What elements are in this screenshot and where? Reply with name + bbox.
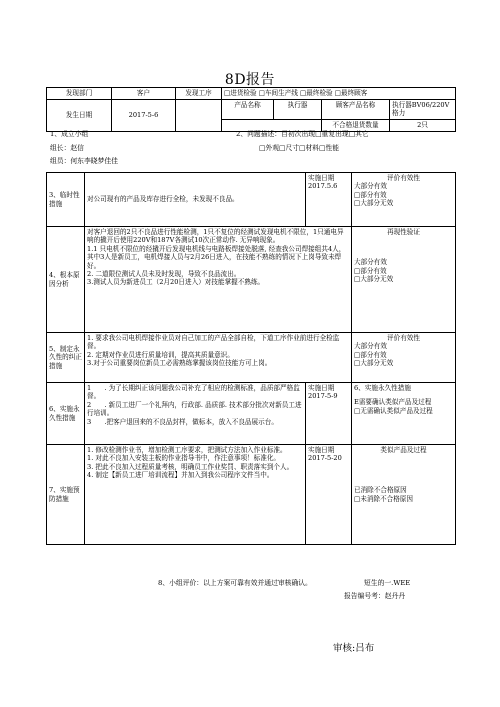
d4-line-1: 对客户退回的2只不良品进行性能检测，1只不复位的经测试发现电机不限位，1只通电异响的撬开后使用220V和187V各测试10次正常动作. 无异响现象。 bbox=[87, 228, 344, 245]
problem-opt-first[interactable]: 目初次出现 bbox=[281, 130, 316, 138]
problem-type-size[interactable]: □ 尺寸 bbox=[279, 144, 299, 152]
d7-date bbox=[306, 445, 352, 545]
process-label: 发现工序 bbox=[176, 88, 222, 100]
d6-line-1: 1 . 为了长期纠正该问题我公司补充了相应的检测标准，品质部严格监督。 bbox=[87, 384, 300, 401]
header-table bbox=[46, 87, 456, 132]
d3-eval bbox=[352, 173, 456, 227]
dept-value: 客户 bbox=[112, 88, 176, 100]
d4-line-3: 2. 二道限位测试人员未及时发现，导致不良品流出。 bbox=[87, 270, 241, 279]
d7-content bbox=[85, 445, 306, 545]
customer-product-value: 执行器BV06/220V格力 bbox=[390, 100, 456, 120]
date-value: 2017-5-6 bbox=[112, 100, 176, 132]
d6-perm-opt-1[interactable]: E需要确认类似产品及过程 bbox=[354, 398, 432, 407]
d3-label: 3、临时性措施 bbox=[47, 173, 85, 227]
dept-label: 发现部门 bbox=[47, 88, 112, 100]
problem-type-material[interactable]: □ 材料 bbox=[299, 144, 319, 152]
d4-label: 4、根本原因分析 bbox=[47, 227, 85, 333]
problem-desc-label: 2、问题描述： bbox=[236, 130, 282, 138]
d3-content: 对公司现有的产品及库存进行全检，未发现不良品。 bbox=[85, 173, 306, 227]
team-members: 组员：何东李晓梦佳佳 bbox=[50, 157, 118, 165]
report-number: 报告编号考：赵丹丹 bbox=[344, 592, 406, 600]
problem-type-options bbox=[259, 144, 339, 153]
d6-perm-opt-2[interactable]: □ 无需确认类似产品及过程 bbox=[354, 407, 453, 415]
process-option-workshop[interactable]: □ 车间生产线 bbox=[259, 89, 298, 97]
d7-line-2: 1. 对此不良加入安装主板的作业指导书中，作注意事项！标准化。 bbox=[87, 454, 281, 463]
d6-label: 6、实施永久性措施 bbox=[47, 383, 85, 445]
d3-date-value: 2017.5.6 bbox=[308, 182, 338, 191]
d5-eval-opt-2[interactable]: □ 部分有效 bbox=[354, 351, 453, 359]
qty-label: 不合格退货数量 bbox=[322, 119, 390, 131]
d4-content bbox=[85, 227, 352, 333]
page-title: 8D报告 bbox=[224, 72, 276, 88]
d5-eval bbox=[352, 333, 456, 383]
d6-line-3: 3 .把客户退回来的不良品封样，做标本，放入不良品展示台。 bbox=[87, 417, 278, 426]
d6-content bbox=[85, 383, 306, 445]
blank-cell bbox=[176, 100, 222, 132]
d6-perm-label: 6、实施永久性措施 bbox=[354, 384, 411, 392]
d5-line-2: 2. 定期对作业员进行质量培训，提高其质量意识。 bbox=[87, 350, 234, 359]
d6-perm bbox=[352, 383, 456, 445]
d7-date-label: 实施日期 bbox=[308, 446, 335, 454]
customer-product-label: 顾客产品名称 bbox=[322, 100, 390, 120]
team-evaluation: 8、小组评价：以上方案可靠有效并通过审核确认。 bbox=[158, 579, 312, 587]
d4-verify bbox=[352, 227, 456, 333]
team-leader: 组长：赵信 bbox=[50, 144, 84, 152]
d7-line-1: 1. 修改检测作业书，增加检测工序要求，把测试方法加入作业标准。 bbox=[87, 446, 287, 454]
d6-date-label: 实施日期 bbox=[308, 384, 335, 392]
problem-desc bbox=[236, 130, 369, 139]
problem-opt-other[interactable]: □ 其它 bbox=[349, 130, 369, 138]
d3-date bbox=[306, 173, 352, 227]
problem-type-performance[interactable]: □ 性能 bbox=[319, 144, 339, 152]
product-name-value: 执行器 bbox=[274, 100, 322, 120]
date-label: 发生日期 bbox=[47, 100, 112, 132]
d3-eval-label: 评价有效性 bbox=[387, 174, 420, 182]
d4-verify-opt-1[interactable]: 大部分有效 bbox=[354, 258, 387, 267]
process-option-final-inspection[interactable]: □ 最终检验 bbox=[300, 89, 333, 97]
d3-date-label: 实施日期 bbox=[308, 174, 335, 182]
d6-date bbox=[306, 383, 352, 445]
d4-verify-opt-2[interactable]: □ 部分有效 bbox=[354, 267, 453, 275]
d5-label: 5、制定永久性的纠正措施 bbox=[47, 333, 85, 383]
problem-opt-repeat[interactable]: □ 重复出现 bbox=[315, 130, 349, 138]
product-name-label: 产品名称 bbox=[222, 100, 274, 120]
d6-date-value: 2017-5-9 bbox=[308, 392, 338, 401]
problem-type-appearance[interactable]: □ 外观 bbox=[259, 144, 279, 152]
d5-content bbox=[85, 333, 352, 383]
body-table bbox=[46, 172, 456, 545]
d4-line-4: 3.测试人员为新进员工（2月20日进入）对技能掌握不熟练。 bbox=[87, 278, 265, 287]
d5-eval-label: 评价有效性 bbox=[387, 334, 420, 342]
reviewer-signature: 审核:吕布 bbox=[333, 643, 375, 654]
d3-eval-opt-1[interactable]: 大部分有效 bbox=[354, 182, 387, 191]
process-option-incoming[interactable]: □ 进货检验 bbox=[224, 89, 257, 97]
d7-similar bbox=[352, 445, 456, 545]
qty-value: 2只 bbox=[390, 119, 456, 131]
d7-similar-opt-1[interactable]: 已消除不合格原因 bbox=[354, 486, 407, 495]
d5-eval-opt-1[interactable]: 大部分有效 bbox=[354, 342, 387, 351]
d7-similar-opt-2[interactable]: □ 未消除不合格原因 bbox=[354, 495, 453, 503]
d6-line-2: 2 . 新员工进厂一个礼拜内，行政部. 品质部. 技术部分批次对新员工进行培训。 bbox=[87, 400, 302, 418]
process-options bbox=[222, 88, 456, 100]
d5-line-1: 1. 要求我公司电机焊接作业员对自己加工的产品全部自检，下道工序作业前进行全检监督。 bbox=[87, 334, 340, 351]
short-name: 短生的一.WEE bbox=[364, 579, 411, 587]
d7-line-4: 4. 制定【新员工进厂培训流程】并加入到我公司程序文件当中。 bbox=[87, 471, 274, 480]
d4-verify-opt-3[interactable]: □ 大部分无效 bbox=[354, 275, 453, 283]
d5-eval-opt-3[interactable]: □ 大部分无效 bbox=[354, 359, 453, 367]
d7-line-3: 3. 把此不良加入过程质量考核，明确员工作业奖罚、职责落实到个人。 bbox=[87, 462, 294, 471]
d7-date-value: 2017-5-20 bbox=[308, 454, 342, 463]
d3-eval-opt-2[interactable]: □ 部分有效 bbox=[354, 191, 453, 199]
team-label: 1、成立小组 bbox=[50, 130, 89, 138]
d7-similar-label: 类似产品及过程 bbox=[380, 446, 427, 454]
process-option-final-customer[interactable]: □ 最终顾客 bbox=[335, 89, 368, 97]
d5-line-3: 3.对于公司重要岗位新员工必需熟练掌握该岗位技能方可上岗。 bbox=[87, 359, 272, 368]
d4-verify-label: 再现性验证 bbox=[387, 228, 420, 236]
d4-line-2: 1.1 只电机不限位的经撬开后发现电机线与电路板焊接处脱落, 经查我公司焊接组共4人，其中3人是新员工，电机焊接人员与2月26日进入，在技能不熟练的情况下上岗导致未焊好。 bbox=[87, 244, 346, 270]
d3-eval-opt-3[interactable]: □ 大部分无效 bbox=[354, 199, 453, 207]
d7-label: 7、实施预防措施 bbox=[47, 445, 85, 545]
